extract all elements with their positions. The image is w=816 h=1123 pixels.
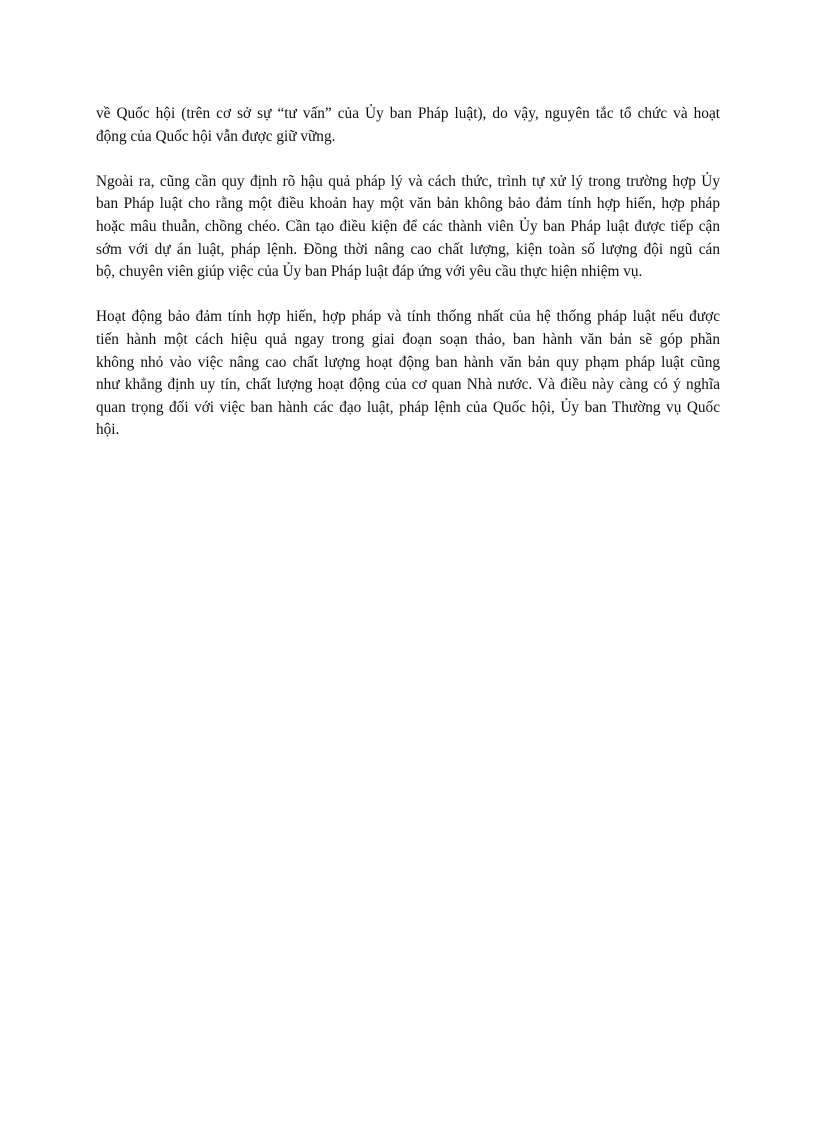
text-line: như khẳng định uy tín, chất lượng hoạt động của cơ quan Nhà nước. Và điều này càng có ý nghĩa	[96, 376, 720, 394]
text-line: về Quốc hội (trên cơ sở sự “tư vấn” của Ủy ban Pháp luật), do vậy, nguyên tắc tổ chức và hoạt	[96, 105, 720, 122]
text-line: quan trọng đối với việc ban hành các đạo luật, pháp lệnh của Quốc hội, Ủy ban Thường vụ Quốc	[96, 398, 720, 416]
text-line: bộ, chuyên viên giúp việc của Ủy ban Pháp luật đáp ứng với yêu cầu thực hiện nhiệm vụ.	[96, 263, 643, 281]
text-line: ban Pháp luật cho rằng một điều khoản hay một văn bản không bảo đảm tính hợp hiến, hợp pháp	[96, 195, 720, 213]
text-line: sớm với dự án luật, pháp lệnh. Đồng thời nâng cao chất lượng, kiện toàn số lượng đội ngũ cán	[96, 240, 720, 258]
document-body	[96, 103, 720, 465]
text-line: Ngoài ra, cũng cần quy định rõ hậu quả pháp lý và cách thức, trình tự xử lý trong trường hợp Ủy	[96, 172, 720, 190]
text-line: tiến hành một cách hiệu quả ngay trong giai đoạn soạn thảo, ban hành văn bản sẽ góp phần	[96, 330, 720, 348]
text-line: Hoạt động bảo đảm tính hợp hiến, hợp pháp và tính thống nhất của hệ thống pháp luật nếu được	[96, 308, 720, 326]
paragraph-3	[96, 306, 720, 442]
paragraph-1	[96, 103, 720, 148]
text-line: động của Quốc hội vẫn được giữ vững.	[96, 127, 336, 145]
text-line: hội.	[96, 421, 120, 439]
paragraph-2	[96, 171, 720, 284]
text-line: không nhỏ vào việc nâng cao chất lượng hoạt động ban hành văn bản quy phạm pháp luật cũng	[96, 353, 720, 371]
text-line: hoặc mâu thuẫn, chồng chéo. Cần tạo điều kiện để các thành viên Ủy ban Pháp luật được tiếp cận	[96, 217, 720, 235]
